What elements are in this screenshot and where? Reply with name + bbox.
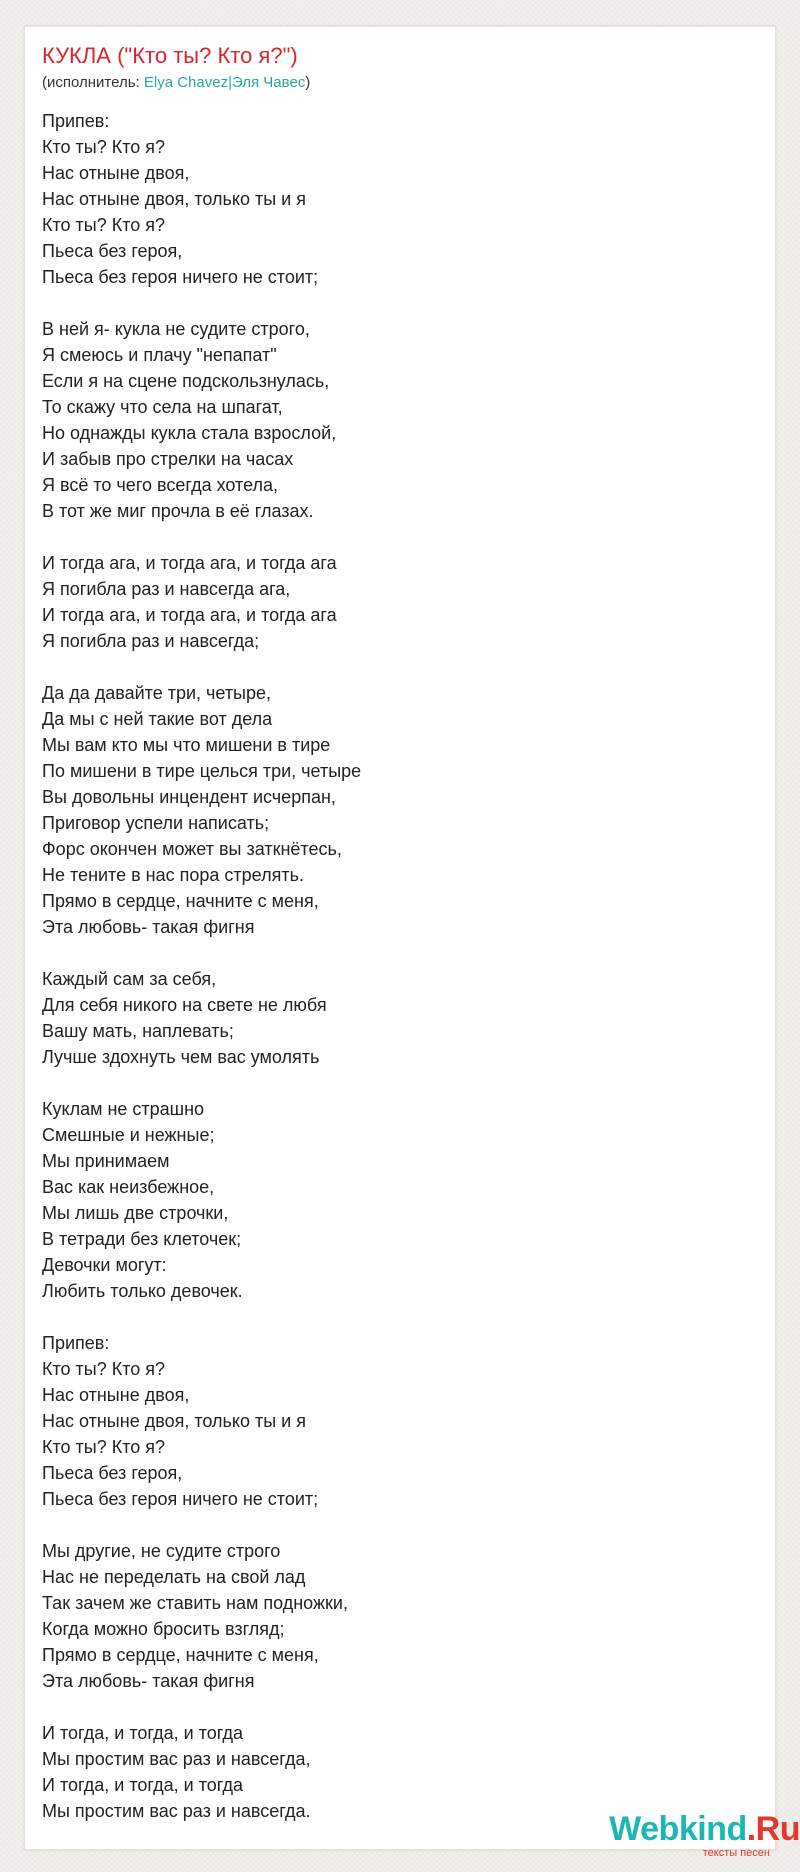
artist-byline bbox=[42, 74, 310, 92]
artist-link[interactable]: Elya Chavez|Эля Чавес bbox=[143, 74, 306, 91]
logo-name: Webkind bbox=[609, 1810, 747, 1848]
lyrics-text: Припев: Кто ты? Кто я? Нас отныне двоя, Нас отныне двоя, только ты и я Кто ты? Кто я? Пьеса без героя, Пьеса без героя ничего не стоит; В ней я- кукла не судите строго, Я смеюсь и плачу "непапат" Если я на сцене подскользнулась, То скажу что села на шпагат, Но однажды кукла стала взрослой, И забыв про стрелки на часах Я всё то чего всегда хотела, В тот же миг прочла в её глазах. И тогда ага, и тогда ага, и тогда ага Я погибла раз и навсегда ага, И тогда ага, и тогда ага, и тогда ага Я погибла раз и навсегда; Да да давайте три, четыре, Да мы с ней такие вот дела Мы вам кто мы что мишени в тире По мишени в тире целься три, четыре Вы довольны инцендент исчерпан, Приговор успели написать; Форс окончен может вы заткнётесь, Не тените в нас пора стрелять. Прямо в сердце, начните с меня, Эта любовь- такая фигня Каждый сам за себя, Для себя никого на свете не любя Вашу мать, наплевать; Лучше здохнуть чем вас умолять Куклам не страшно Смешные и нежные; Мы принимаем Вас как неизбежное, Мы лишь две строчки, В тетради без клеточек; Девочки могут: Любить только девочек. Припев: Кто ты? Кто я? Нас отныне двоя, Нас отныне двоя, только ты и я Кто ты? Кто я? Пьеса без героя, Пьеса без героя ничего не стоит; Мы другие, не судите строго Нас не переделать на свой лад Так зачем же ставить нам подножки, Когда можно бросить взгляд; Прямо в сердце, начните с меня, Эта любовь- такая фигня И тогда, и тогда, и тогда Мы простим вас раз и навсегда, И тогда, и тогда, и тогда Мы простим вас раз и навсегда. bbox=[42, 111, 362, 1821]
logo-tagline: тексты песен bbox=[702, 1847, 770, 1859]
byline-prefix: (исполнитель: bbox=[42, 74, 144, 91]
byline-suffix: ) bbox=[305, 74, 311, 91]
logo-tld: .Ru bbox=[746, 1810, 800, 1848]
logo-wordmark bbox=[609, 1809, 800, 1849]
lyrics-card bbox=[24, 26, 800, 1859]
song-title: КУКЛА ("Кто ты? Кто я?") bbox=[42, 43, 298, 68]
webkind-logo[interactable] bbox=[585, 1809, 800, 1865]
